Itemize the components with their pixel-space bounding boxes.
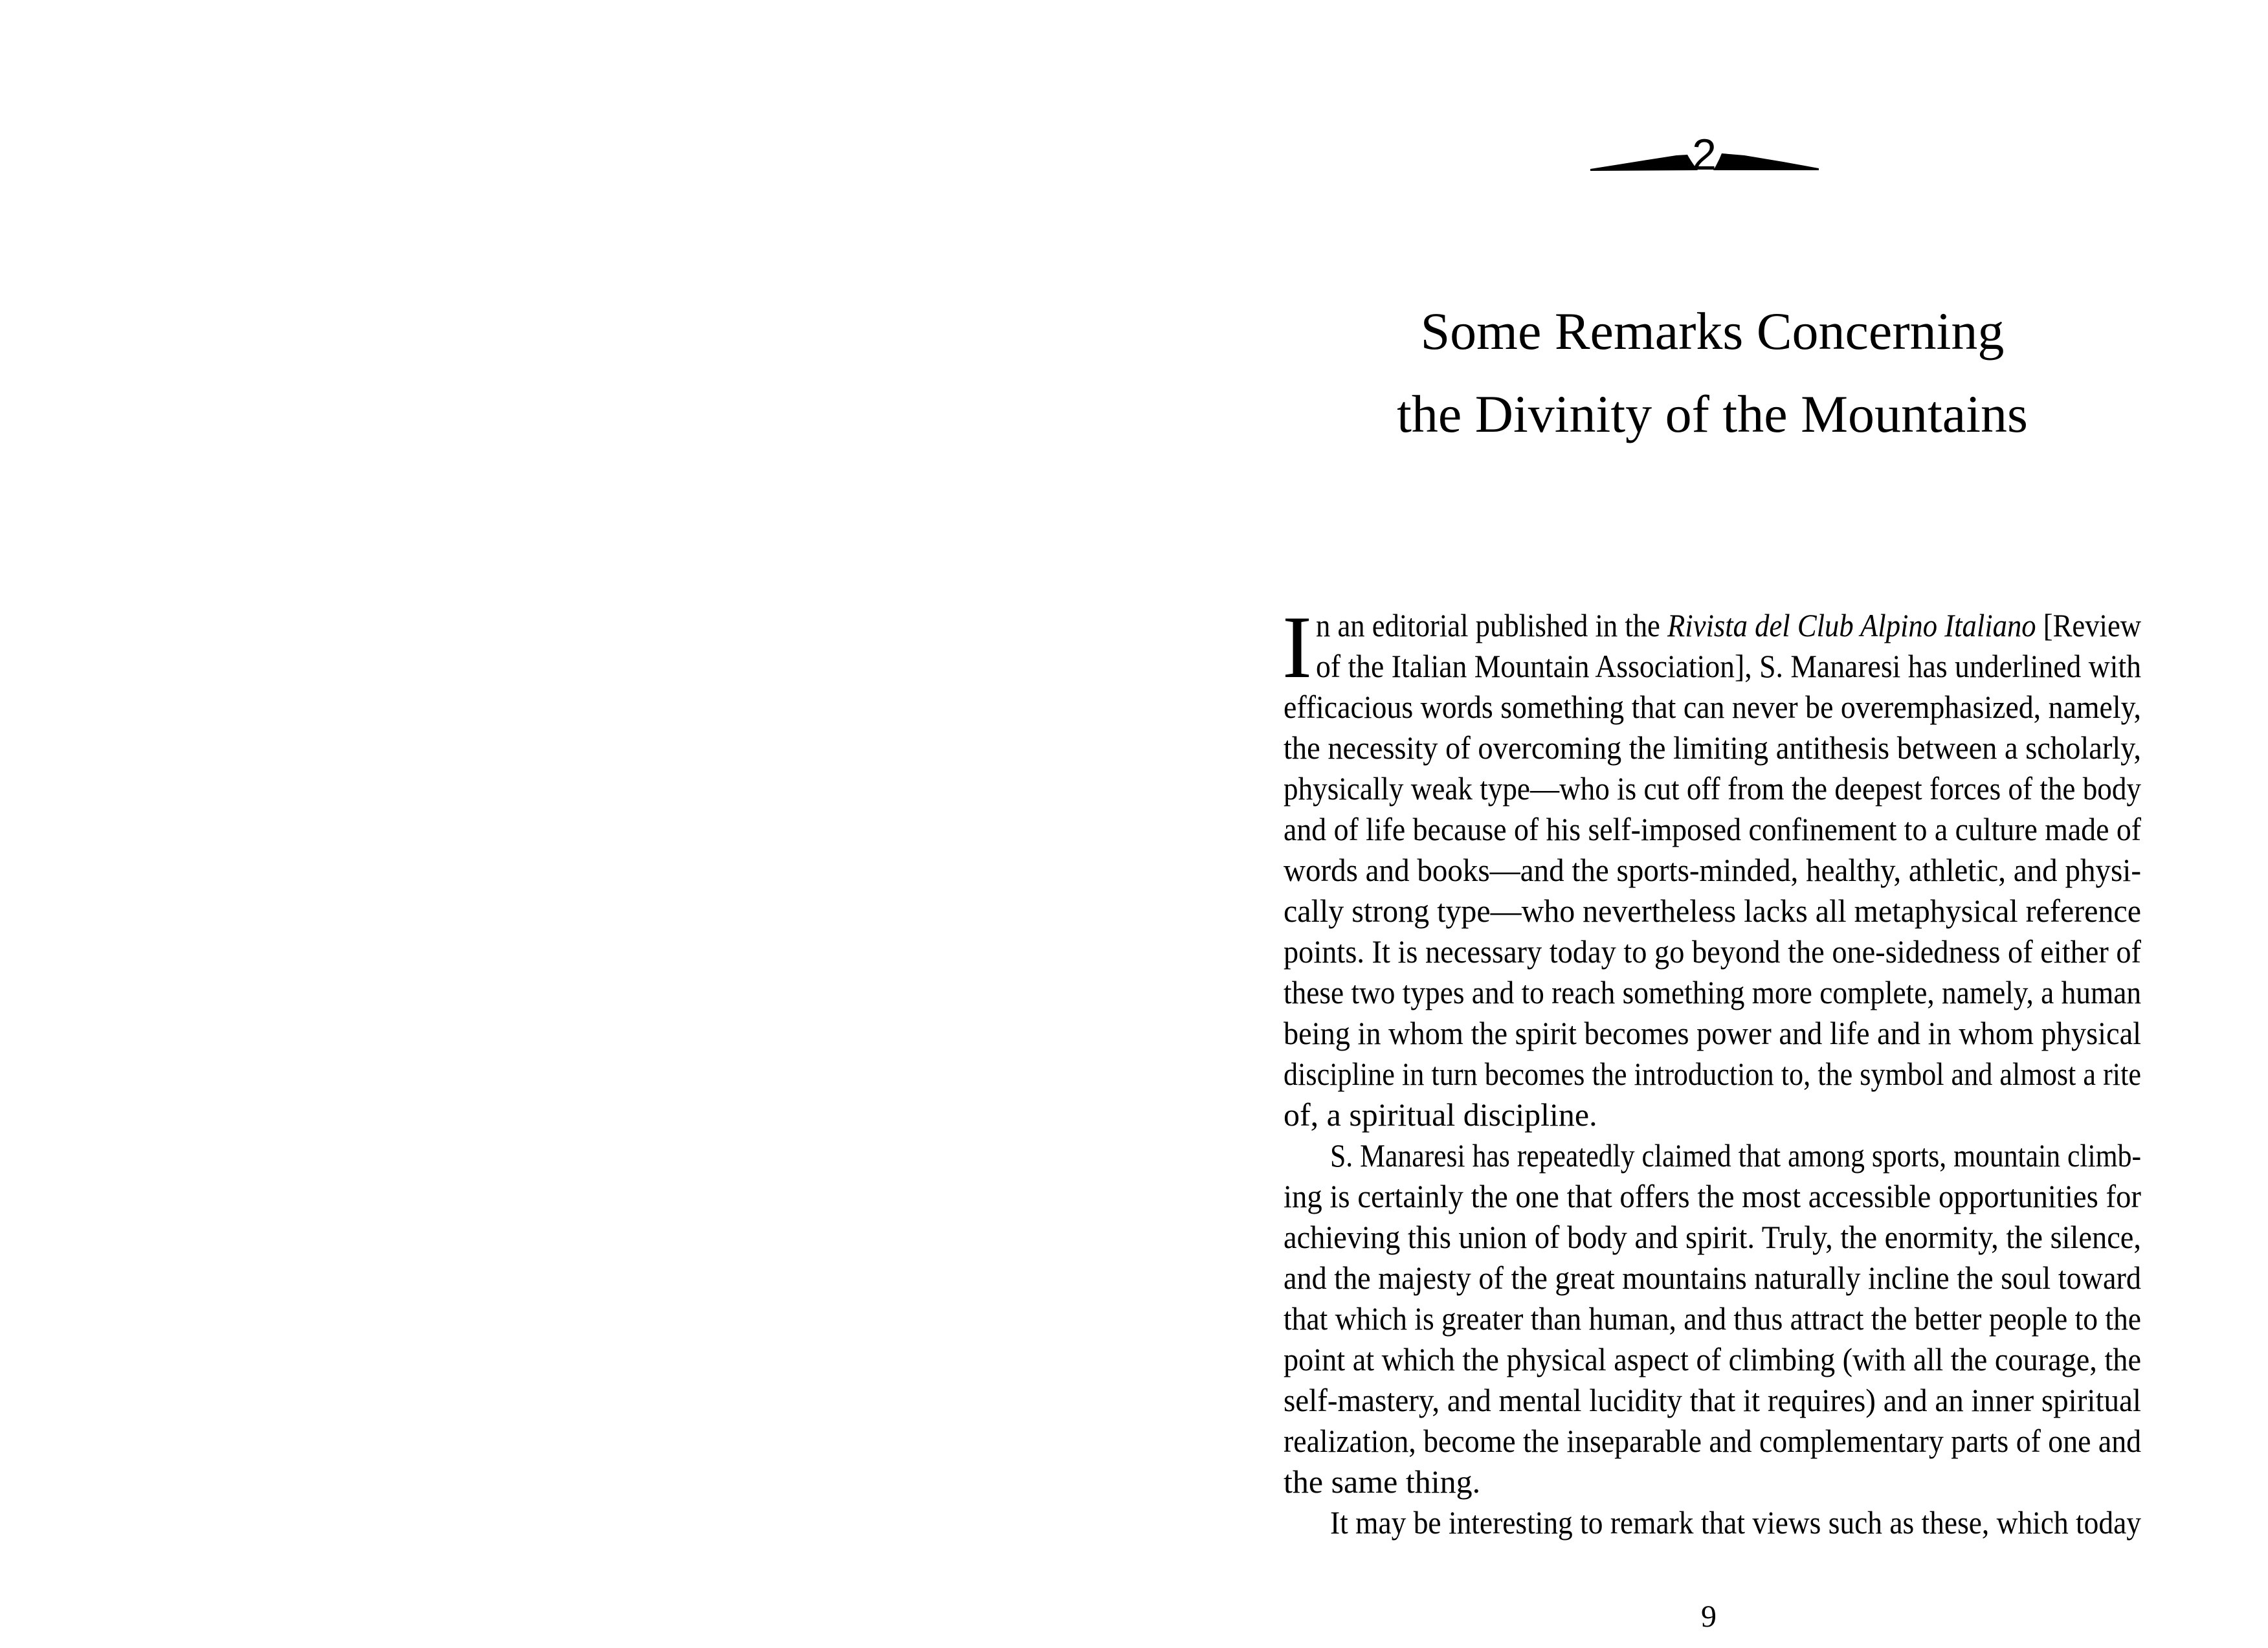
text-line bbox=[1316, 646, 2141, 687]
line-segment: point at which the physical aspect of climbing (with all the courage, the bbox=[1284, 1341, 2141, 1377]
text-line bbox=[1284, 850, 2141, 891]
line-text bbox=[1330, 1502, 2141, 1543]
text-line bbox=[1284, 1176, 2141, 1217]
page-number: 9 bbox=[1701, 1599, 1717, 1634]
text-line bbox=[1316, 605, 2141, 646]
line-segment: the necessity of overcoming the limiting antithesis between a scholarly, bbox=[1284, 729, 2141, 766]
text-line bbox=[1284, 931, 2141, 972]
ornament-right-wing bbox=[1713, 153, 1819, 170]
line-segment: of the Italian Mountain Association], S. Manaresi has underlined with bbox=[1316, 648, 2141, 684]
chapter-ornament bbox=[1589, 126, 1819, 175]
chapter-title-line-1: Some Remarks Concerning bbox=[1420, 302, 2005, 361]
line-segment: words and books—and the sports-minded, healthy, athletic, and physi- bbox=[1284, 852, 2141, 888]
chapter-title-line-2: the Divinity of the Mountains bbox=[1397, 384, 2028, 443]
line-segment: of, a spiritual discipline. bbox=[1284, 1097, 1597, 1133]
line-segment: self-mastery, and mental lucidity that it requires) and an inner spiritual bbox=[1284, 1382, 2141, 1418]
line-text bbox=[1284, 768, 2141, 809]
line-text bbox=[1284, 1258, 2141, 1298]
line-text bbox=[1284, 1176, 2141, 1217]
text-line bbox=[1284, 728, 2141, 768]
line-segment: n an editorial published in the bbox=[1316, 607, 1668, 643]
text-line bbox=[1284, 972, 2141, 1013]
line-text bbox=[1284, 972, 2141, 1013]
text-line bbox=[1284, 1013, 2141, 1054]
line-segment: [Review bbox=[2036, 607, 2141, 643]
line-text bbox=[1284, 891, 2141, 931]
line-segment: It may be interesting to remark that views such as these, which today bbox=[1330, 1504, 2141, 1541]
line-segment: cally strong type—who nevertheless lacks all metaphysical reference bbox=[1284, 893, 2141, 929]
text-line bbox=[1284, 1339, 2141, 1380]
line-segment: S. Manaresi has repeatedly claimed that among sports, mountain climb- bbox=[1330, 1137, 2141, 1174]
line-segment: physically weak type—who is cut off from the deepest forces of the body bbox=[1284, 770, 2141, 807]
line-text bbox=[1284, 728, 2141, 768]
text-line bbox=[1284, 768, 2141, 809]
text-line bbox=[1284, 891, 2141, 931]
line-segment: realization, become the inseparable and complementary parts of one and bbox=[1284, 1423, 2141, 1459]
text-line bbox=[1284, 1217, 2141, 1258]
ornament-left-wing bbox=[1590, 155, 1698, 171]
line-text bbox=[1316, 605, 2141, 646]
line-text bbox=[1284, 687, 2141, 728]
text-line bbox=[1330, 1135, 2141, 1176]
line-segment: the same thing. bbox=[1284, 1464, 1481, 1500]
line-text bbox=[1284, 1421, 2141, 1462]
line-text bbox=[1284, 1095, 1597, 1135]
line-segment: achieving this union of body and spirit. Truly, the enormity, the silence, bbox=[1284, 1219, 2141, 1255]
line-text bbox=[1284, 1339, 2141, 1380]
line-text bbox=[1284, 850, 2141, 891]
line-segment: and of life because of his self-imposed confinement to a culture made of bbox=[1284, 811, 2141, 847]
line-segment: discipline in turn becomes the introduction to, the symbol and almost a rite bbox=[1284, 1056, 2141, 1092]
drop-cap: I bbox=[1282, 597, 1312, 696]
line-segment: these two types and to reach something more complete, namely, a human bbox=[1284, 974, 2141, 1010]
text-line bbox=[1284, 1054, 2141, 1095]
line-text bbox=[1284, 1462, 1480, 1502]
line-segment: and the majesty of the great mountains naturally incline the soul toward bbox=[1284, 1260, 2141, 1296]
line-segment: ing is certainly the one that offers the most accessible opportunities for bbox=[1284, 1178, 2141, 1214]
line-text bbox=[1284, 931, 2141, 972]
text-line bbox=[1284, 1298, 2141, 1339]
line-segment: that which is greater than human, and thus attract the better people to the bbox=[1284, 1300, 2141, 1337]
line-text bbox=[1330, 1135, 2141, 1176]
line-text bbox=[1284, 1013, 2141, 1054]
journal-title: Rivista del Club Alpino Italiano bbox=[1667, 607, 2036, 643]
line-segment: efficacious words something that can never be overemphasized, namely, bbox=[1284, 689, 2141, 725]
chapter-number: 2 bbox=[1692, 130, 1717, 175]
text-line bbox=[1330, 1502, 2141, 1543]
text-line bbox=[1284, 1462, 2141, 1502]
line-text bbox=[1284, 809, 2141, 850]
line-text bbox=[1284, 1054, 2141, 1095]
line-text bbox=[1284, 1217, 2141, 1258]
line-text bbox=[1284, 1298, 2141, 1339]
text-line bbox=[1284, 1258, 2141, 1298]
line-text bbox=[1316, 646, 2141, 687]
text-line bbox=[1284, 809, 2141, 850]
line-text bbox=[1284, 1380, 2141, 1421]
text-line bbox=[1284, 1380, 2141, 1421]
text-line bbox=[1284, 687, 2141, 728]
text-line bbox=[1284, 1421, 2141, 1462]
text-line bbox=[1284, 1095, 2141, 1135]
line-segment: points. It is necessary today to go beyond the one-sidedness of either of bbox=[1284, 933, 2141, 970]
line-segment: being in whom the spirit becomes power and life and in whom physical bbox=[1284, 1015, 2141, 1051]
